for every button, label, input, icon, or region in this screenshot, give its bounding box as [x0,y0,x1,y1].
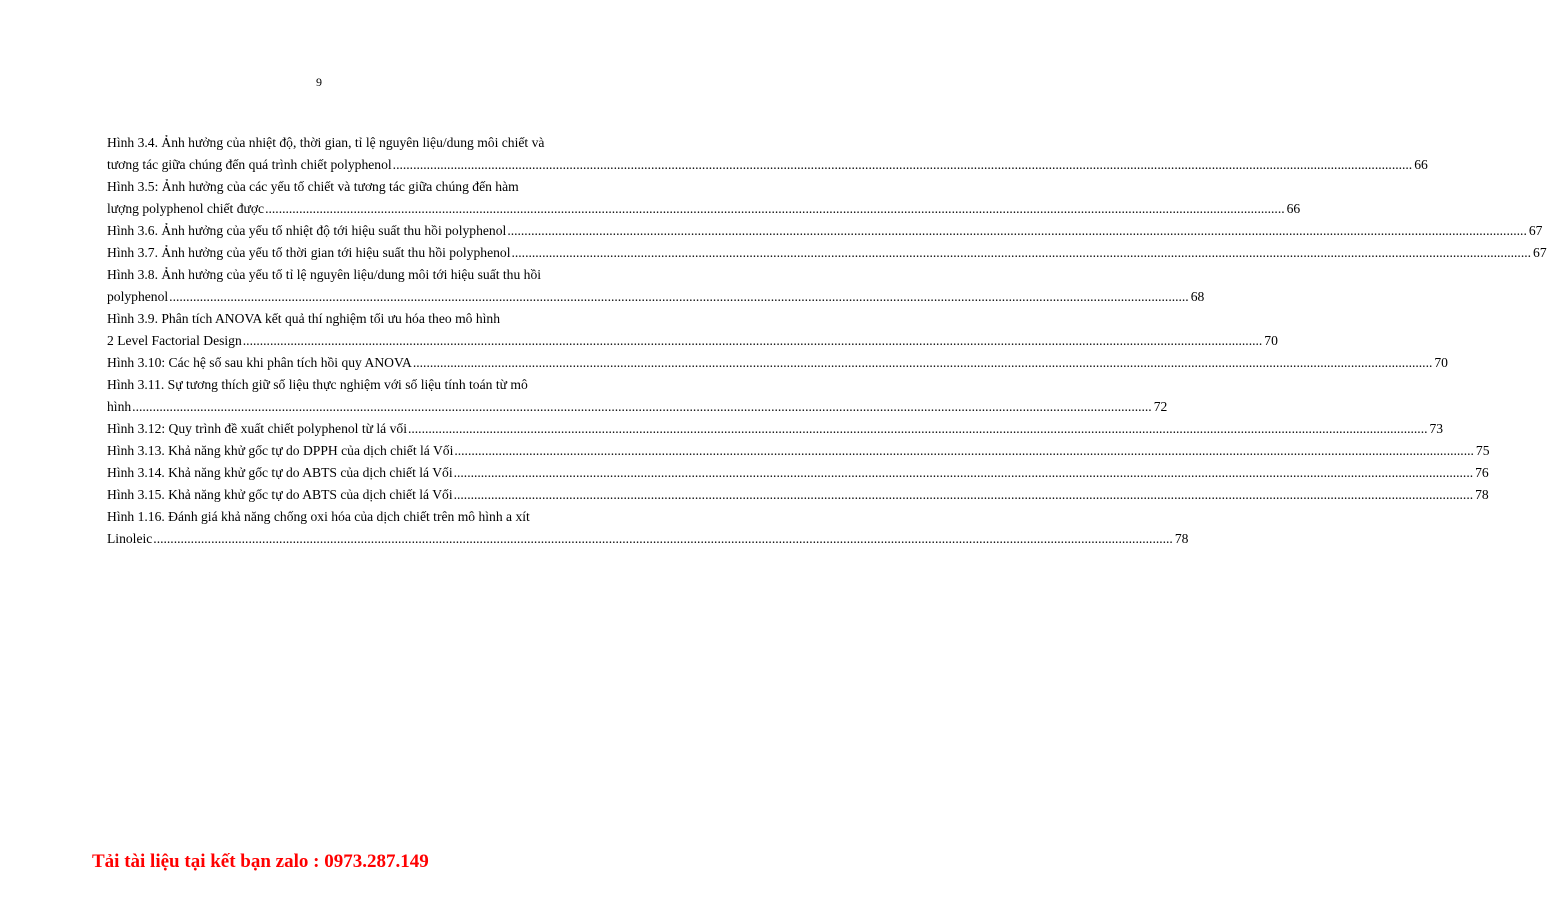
figure-entry-last-line [107,440,1490,462]
figure-page-number: 67 [1533,245,1547,260]
figure-caption-text: Hình 3.5: Ảnh hưởng của các yếu tố chiết và tương tác giữa chúng đến hàm [107,179,519,194]
list-of-figures [107,132,1547,550]
figure-entry-last-line [107,528,1189,550]
figure-entry-line [107,374,575,396]
figure-page-number: 66 [1286,201,1301,216]
dot-leader: ............................................................................................................................................................................................................................................................................................................ [392,157,1413,172]
figure-caption-text: Hình 3.15. Khả năng khử gốc tự do ABTS của dịch chiết lá Vối [107,487,453,502]
page-number: 9 [316,75,322,89]
dot-leader: ............................................................................................................................................................................................................................................................................................................ [507,223,1527,238]
dot-leader: ............................................................................................................................................................................................................................................................................................................ [511,245,1532,260]
figure-caption-text: lượng polyphenol chiết được [107,201,265,216]
dot-leader: ............................................................................................................................................................................................................................................................................................................ [453,465,1474,480]
figure-entry[interactable] [107,374,1168,418]
figure-entry-last-line [107,484,1489,506]
figure-caption-text: Linoleic [107,531,153,546]
figure-caption-text: Hình 3.4. Ảnh hưởng của nhiệt độ, thời gian, tỉ lệ nguyên liệu/dung môi chiết và [107,135,545,150]
figure-page-number: 66 [1414,157,1428,172]
figure-entry[interactable] [107,132,1428,176]
figure-entry-line [107,264,575,286]
dot-leader: ............................................................................................................................................................................................................................................................................................................ [169,289,1189,304]
dot-leader: ............................................................................................................................................................................................................................................................................................................ [453,487,1474,502]
figure-page-number: 73 [1429,421,1444,436]
dot-leader: ............................................................................................................................................................................................................................................................................................................ [153,531,1173,546]
figure-page-number: 72 [1153,399,1168,414]
footer-note: Tải tài liệu tại kết bạn zalo : 0973.287.149 [92,851,429,872]
figure-entry-last-line [107,352,1448,374]
figure-entry[interactable] [107,440,1490,462]
figure-page-number: 70 [1434,355,1448,370]
figure-entry[interactable] [107,242,1547,264]
figure-entry-last-line [107,220,1543,242]
figure-page-number: 67 [1528,223,1543,238]
dot-leader: ............................................................................................................................................................................................................................................................................................................ [242,333,1263,348]
figure-entry-last-line [107,286,1205,308]
dot-leader: ............................................................................................................................................................................................................................................................................................................ [454,443,1474,458]
figure-entry[interactable] [107,352,1448,374]
figure-caption-text: Hình 1.16. Đánh giá khả năng chống oxi hóa của dịch chiết trên mô hình a xít [107,509,530,524]
figure-entry-last-line [107,154,1428,176]
figure-caption-text: Hình 3.7. Ảnh hưởng của yếu tố thời gian tới hiệu suất thu hồi polyphenol [107,245,511,260]
figure-caption-text: Hình 3.11. Sự tương thích giữ số liệu thực nghiệm với số liệu tính toán từ mô [107,377,528,392]
figure-entry-line [107,506,575,528]
figure-caption-text: tương tác giữa chúng đến quá trình chiết polyphenol [107,157,392,172]
figure-entry[interactable] [107,264,1205,308]
dot-leader: ............................................................................................................................................................................................................................................................................................................ [132,399,1152,414]
figure-page-number: 76 [1475,465,1489,480]
figure-caption-text: Hình 3.12: Quy trình đề xuất chiết polyphenol từ lá vối [107,421,407,436]
figure-entry-last-line [107,418,1444,440]
figure-page-number: 75 [1475,443,1490,458]
figure-entry[interactable] [107,506,1189,550]
figure-entry-last-line [107,396,1168,418]
figure-caption-text: Hình 3.9. Phân tích ANOVA kết quả thí nghiệm tối ưu hóa theo mô hình [107,311,501,326]
figure-entry-last-line [107,198,1301,220]
figure-caption-text: Hình 3.14. Khả năng khử gốc tự do ABTS của dịch chiết lá Vối [107,465,453,480]
figure-caption-text: polyphenol [107,289,169,304]
figure-caption-text: Hình 3.13. Khả năng khử gốc tự do DPPH của dịch chiết lá Vối [107,443,454,458]
figure-caption-text: Hình 3.8. Ảnh hưởng của yếu tố tỉ lệ nguyên liệu/dung môi tới hiệu suất thu hồi [107,267,542,282]
figure-caption-text: hình [107,399,132,414]
figure-entry[interactable] [107,176,1301,220]
figure-caption-text: 2 Level Factorial Design [107,333,242,348]
figure-page-number: 78 [1475,487,1489,502]
figure-entry[interactable] [107,484,1489,506]
figure-entry-last-line [107,462,1489,484]
figure-page-number: 68 [1190,289,1205,304]
dot-leader: ............................................................................................................................................................................................................................................................................................................ [407,421,1428,436]
figure-page-number: 70 [1264,333,1278,348]
figure-entry[interactable] [107,308,1278,352]
figure-page-number: 78 [1174,531,1189,546]
figure-entry-line [107,132,575,154]
figure-entry[interactable] [107,220,1543,242]
figure-entry-line [107,176,575,198]
figure-entry[interactable] [107,418,1444,440]
figure-entry-last-line [107,330,1278,352]
figure-caption-text: Hình 3.10: Các hệ số sau khi phân tích hồi quy ANOVA [107,355,412,370]
figure-entry-last-line [107,242,1547,264]
dot-leader: ............................................................................................................................................................................................................................................................................................................ [265,201,1285,216]
figure-caption-text: Hình 3.6. Ảnh hưởng của yếu tố nhiệt độ tới hiệu suất thu hồi polyphenol [107,223,507,238]
dot-leader: ............................................................................................................................................................................................................................................................................................................ [412,355,1433,370]
figure-entry[interactable] [107,462,1489,484]
figure-entry-line [107,308,575,330]
